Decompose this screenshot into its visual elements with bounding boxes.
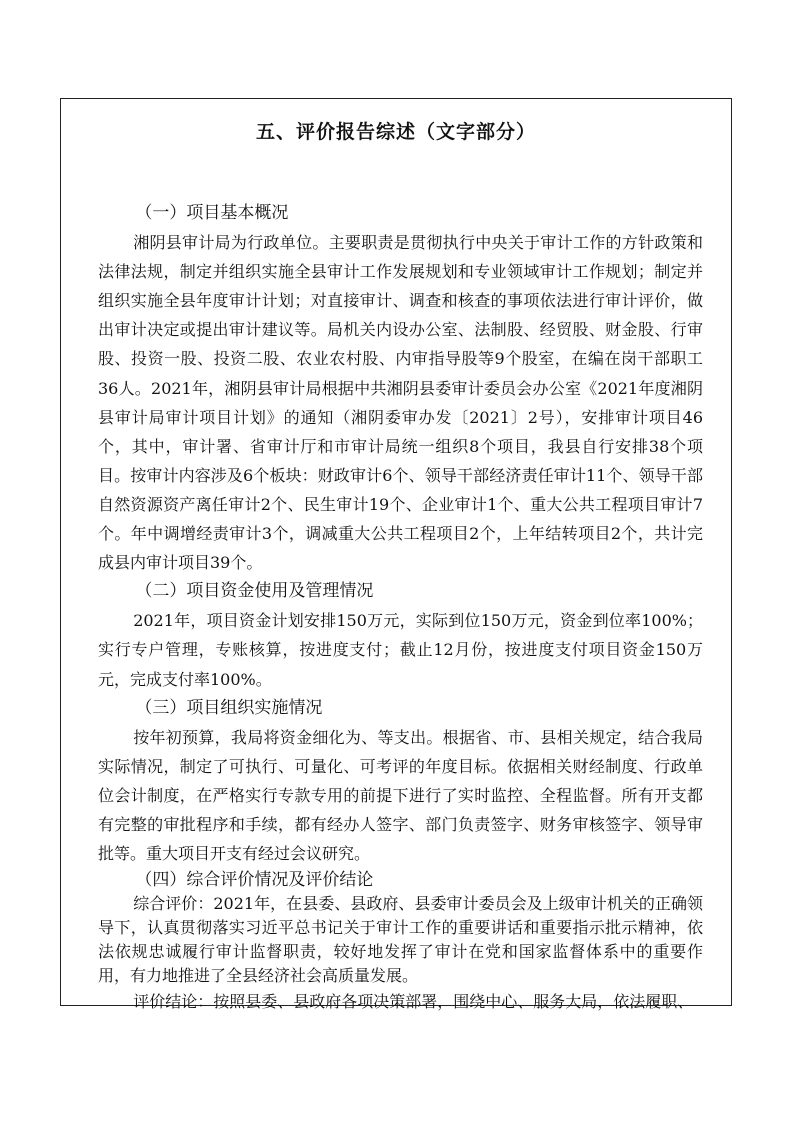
section-title: 五、评价报告综述（文字部分） [255,121,536,143]
paragraph-implementation: 按年初预算，我局将资金细化为、等支出。根据省、市、县相关规定，结合我局实际情况，制定了可执行、可量化、可考评的年度目标。依据相关财经制度、行政单位会计制度，在严格实行专款专用的前提下进行了实时监控、全程监督。所有开支都有完整的审批程序和手续，都有经办人签字、部门负责签字、财务审核签字、领导审批等。重大项目开支有经过会议研究。 [98,727,703,864]
report-table-cell [60,98,732,1012]
section-heading-1: （一）项目基本概况 [135,203,289,223]
section-heading-3: （三）项目组织实施情况 [135,697,323,718]
paragraph-evaluation: 综合评价：2021年，在县委、县政府、县委审计委员会及上级审计机关的正确领导下，认真贯彻落实习近平总书记关于审计工作的重要讲话和重要指示批示精神，依法依规忠诚履行审计监督职责，较好地发挥了审计在党和国家监督体系中的重要作用，有力地推进了全县经济社会高质量发展。 [98,894,703,986]
section-heading-2: （二）项目资金使用及管理情况 [135,581,374,602]
report-body [98,177,703,1014]
paragraph-conclusion: 评价结论：按照县委、县政府各项决策部署，围绕中心、服务大局，依法履职、 [133,992,694,1012]
paragraph-funds: 2021年，项目资金计划安排150万元，实际到位150万元，资金到位率100%；实行专户管理，专账核算，按进度支付；截止12月份，按进度支付项目资金150万元，完成支付率100%。 [98,611,703,689]
paragraph-overview: 湘阴县审计局为行政单位。主要职责是贯彻执行中央关于审计工作的方针政策和法律法规，制定并组织实施全县审计工作发展规划和专业领域审计工作规划；制定并组织实施全县年度审计计划；对直接审计、调查和核查的事项依法进行审计评价，做出审计决定或提出审计建议等。局机关内设办公室、法制股、经贸股、财金股、行审股、投资一股、投资二股、农业农村股、内审指导股等9个股室，在编在岗干部职工36人。2021年，湘阴县审计局根据中共湘阴县委审计委员会办公室《2021年度湘阴县审计局审计项目计划》的通知（湘阴委审办发〔2021〕2号），安排审计项目46个，其中，审计署、省审计厅和市审计局统一组织8个项目，我县自行安排38个项目。按审计内容涉及6个板块：财政审计6个、领导干部经济责任审计11个、领导干部自然资源资产离任审计2个、民生审计19个、企业审计1个、重大公共工程项目审计7个。年中调增经责审计3个，调减重大公共工程项目2个，上年结转项目2个，共计完成县内审计项目39个。 [98,233,703,573]
section-heading-4: （四）综合评价情况及评价结论 [135,870,374,891]
